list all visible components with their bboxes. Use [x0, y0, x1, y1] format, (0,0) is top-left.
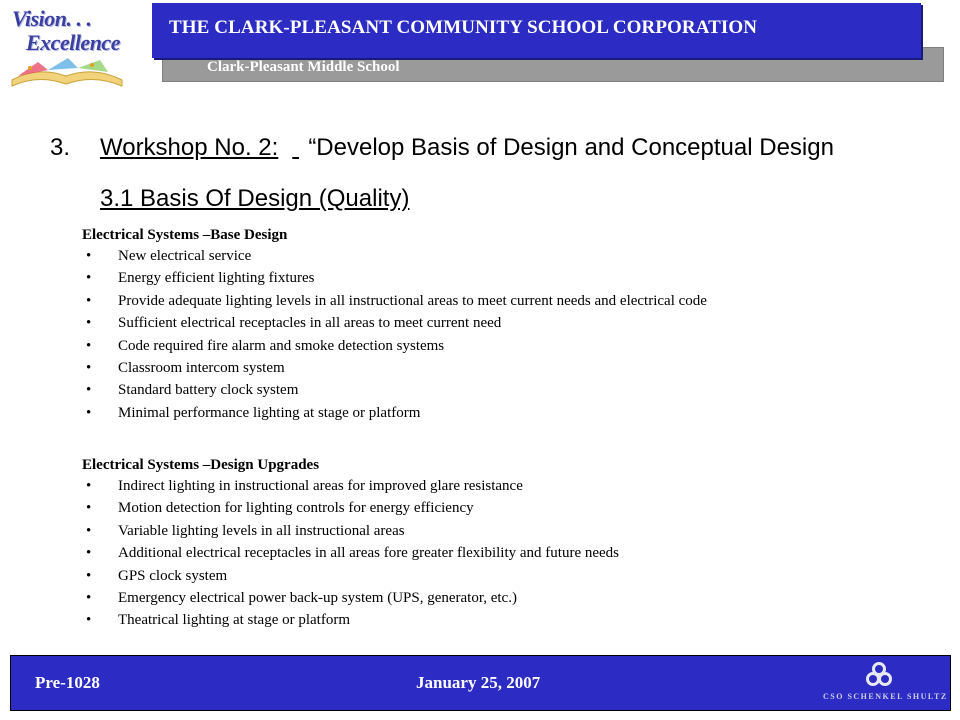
list-item: [82, 520, 619, 542]
list-item: [82, 357, 707, 379]
logo-line-2: Excellence: [26, 30, 120, 55]
bullet-icon: •: [86, 359, 92, 376]
list-item: [82, 379, 707, 401]
bullet-icon: •: [86, 248, 92, 264]
list-item: [82, 565, 619, 587]
school-name: Clark-Pleasant Middle School: [207, 59, 400, 75]
list-item: [82, 245, 707, 267]
slide-subtitle: 3.1 Basis Of Design (Quality): [100, 185, 410, 212]
bullet-icon: •: [86, 382, 92, 399]
bullet-icon: •: [86, 315, 92, 332]
base-design-section: [82, 225, 707, 424]
list-item-text: New electrical service: [118, 248, 252, 264]
list-item-text: Additional electrical receptacles in all areas fore greater flexibility and future needs: [118, 545, 620, 562]
bullet-icon: •: [86, 545, 92, 562]
organization-name: THE CLARK-PLEASANT COMMUNITY SCHOOL CORPORATION: [169, 17, 758, 38]
list-item: [82, 542, 619, 564]
vision-excellence-logo: [8, 4, 126, 90]
bullet-list: [82, 245, 707, 424]
list-item-text: Code required fire alarm and smoke detection systems: [118, 337, 445, 354]
bullet-icon: •: [86, 478, 92, 494]
title-topic: “Develop Basis of Design and Conceptual Design: [308, 134, 834, 161]
list-item: [82, 609, 619, 631]
list-item: [82, 402, 707, 424]
design-upgrades-section: [82, 455, 619, 632]
bullet-icon: •: [86, 500, 92, 517]
list-item: [82, 475, 619, 497]
list-item: [82, 312, 707, 334]
list-item-text: Sufficient electrical receptacles in all areas to meet current need: [118, 315, 502, 332]
bullet-icon: •: [86, 589, 92, 606]
section-heading: Electrical Systems –Base Design: [82, 227, 288, 243]
bullet-icon: •: [86, 337, 92, 354]
list-item-text: Motion detection for lighting controls for energy efficiency: [118, 500, 474, 517]
bullet-icon: •: [86, 404, 92, 421]
logo-line-1: Vision. . .: [12, 6, 92, 31]
open-book-icon: [8, 56, 126, 90]
title-workshop: Workshop No. 2:: [100, 134, 279, 161]
organization-banner: [152, 3, 921, 58]
firm-name: CSO SCHENKEL SHULTZ: [823, 692, 948, 701]
section-heading: Electrical Systems –Design Upgrades: [82, 457, 320, 473]
list-item-text: GPS clock system: [118, 567, 228, 584]
footer-bar: [10, 655, 951, 711]
bullet-list: [82, 475, 619, 632]
list-item-text: Standard battery clock system: [118, 382, 299, 399]
list-item-text: Energy efficient lighting fixtures: [118, 270, 315, 287]
list-item: [82, 587, 619, 609]
bullet-icon: •: [86, 292, 92, 309]
bullet-icon: •: [86, 522, 92, 539]
document-date: January 25, 2007: [416, 673, 541, 692]
list-item-text: Minimal performance lighting at stage or platform: [118, 404, 421, 421]
slide-title: [50, 134, 834, 162]
list-item-text: Variable lighting levels in all instructional areas: [118, 522, 405, 539]
cso-trefoil-logo-icon: [861, 661, 897, 689]
list-item-text: Emergency electrical power back-up system (UPS, generator, etc.): [118, 589, 517, 606]
list-item-text: Provide adequate lighting levels in all instructional areas to meet current needs and electrical code: [118, 292, 707, 309]
bullet-icon: •: [86, 612, 92, 629]
document-code: Pre-1028: [35, 673, 100, 692]
bullet-icon: •: [86, 270, 92, 287]
list-item: [82, 497, 619, 519]
list-item-text: Theatrical lighting at stage or platform: [118, 612, 351, 629]
title-underline-gap: [292, 134, 308, 162]
list-item: [82, 290, 707, 312]
list-item: [82, 267, 707, 289]
list-item-text: Indirect lighting in instructional areas for improved glare resistance: [118, 478, 523, 494]
list-item: [82, 335, 707, 357]
bullet-icon: •: [86, 567, 92, 584]
list-item-text: Classroom intercom system: [118, 359, 285, 376]
title-number: 3.: [50, 134, 71, 161]
